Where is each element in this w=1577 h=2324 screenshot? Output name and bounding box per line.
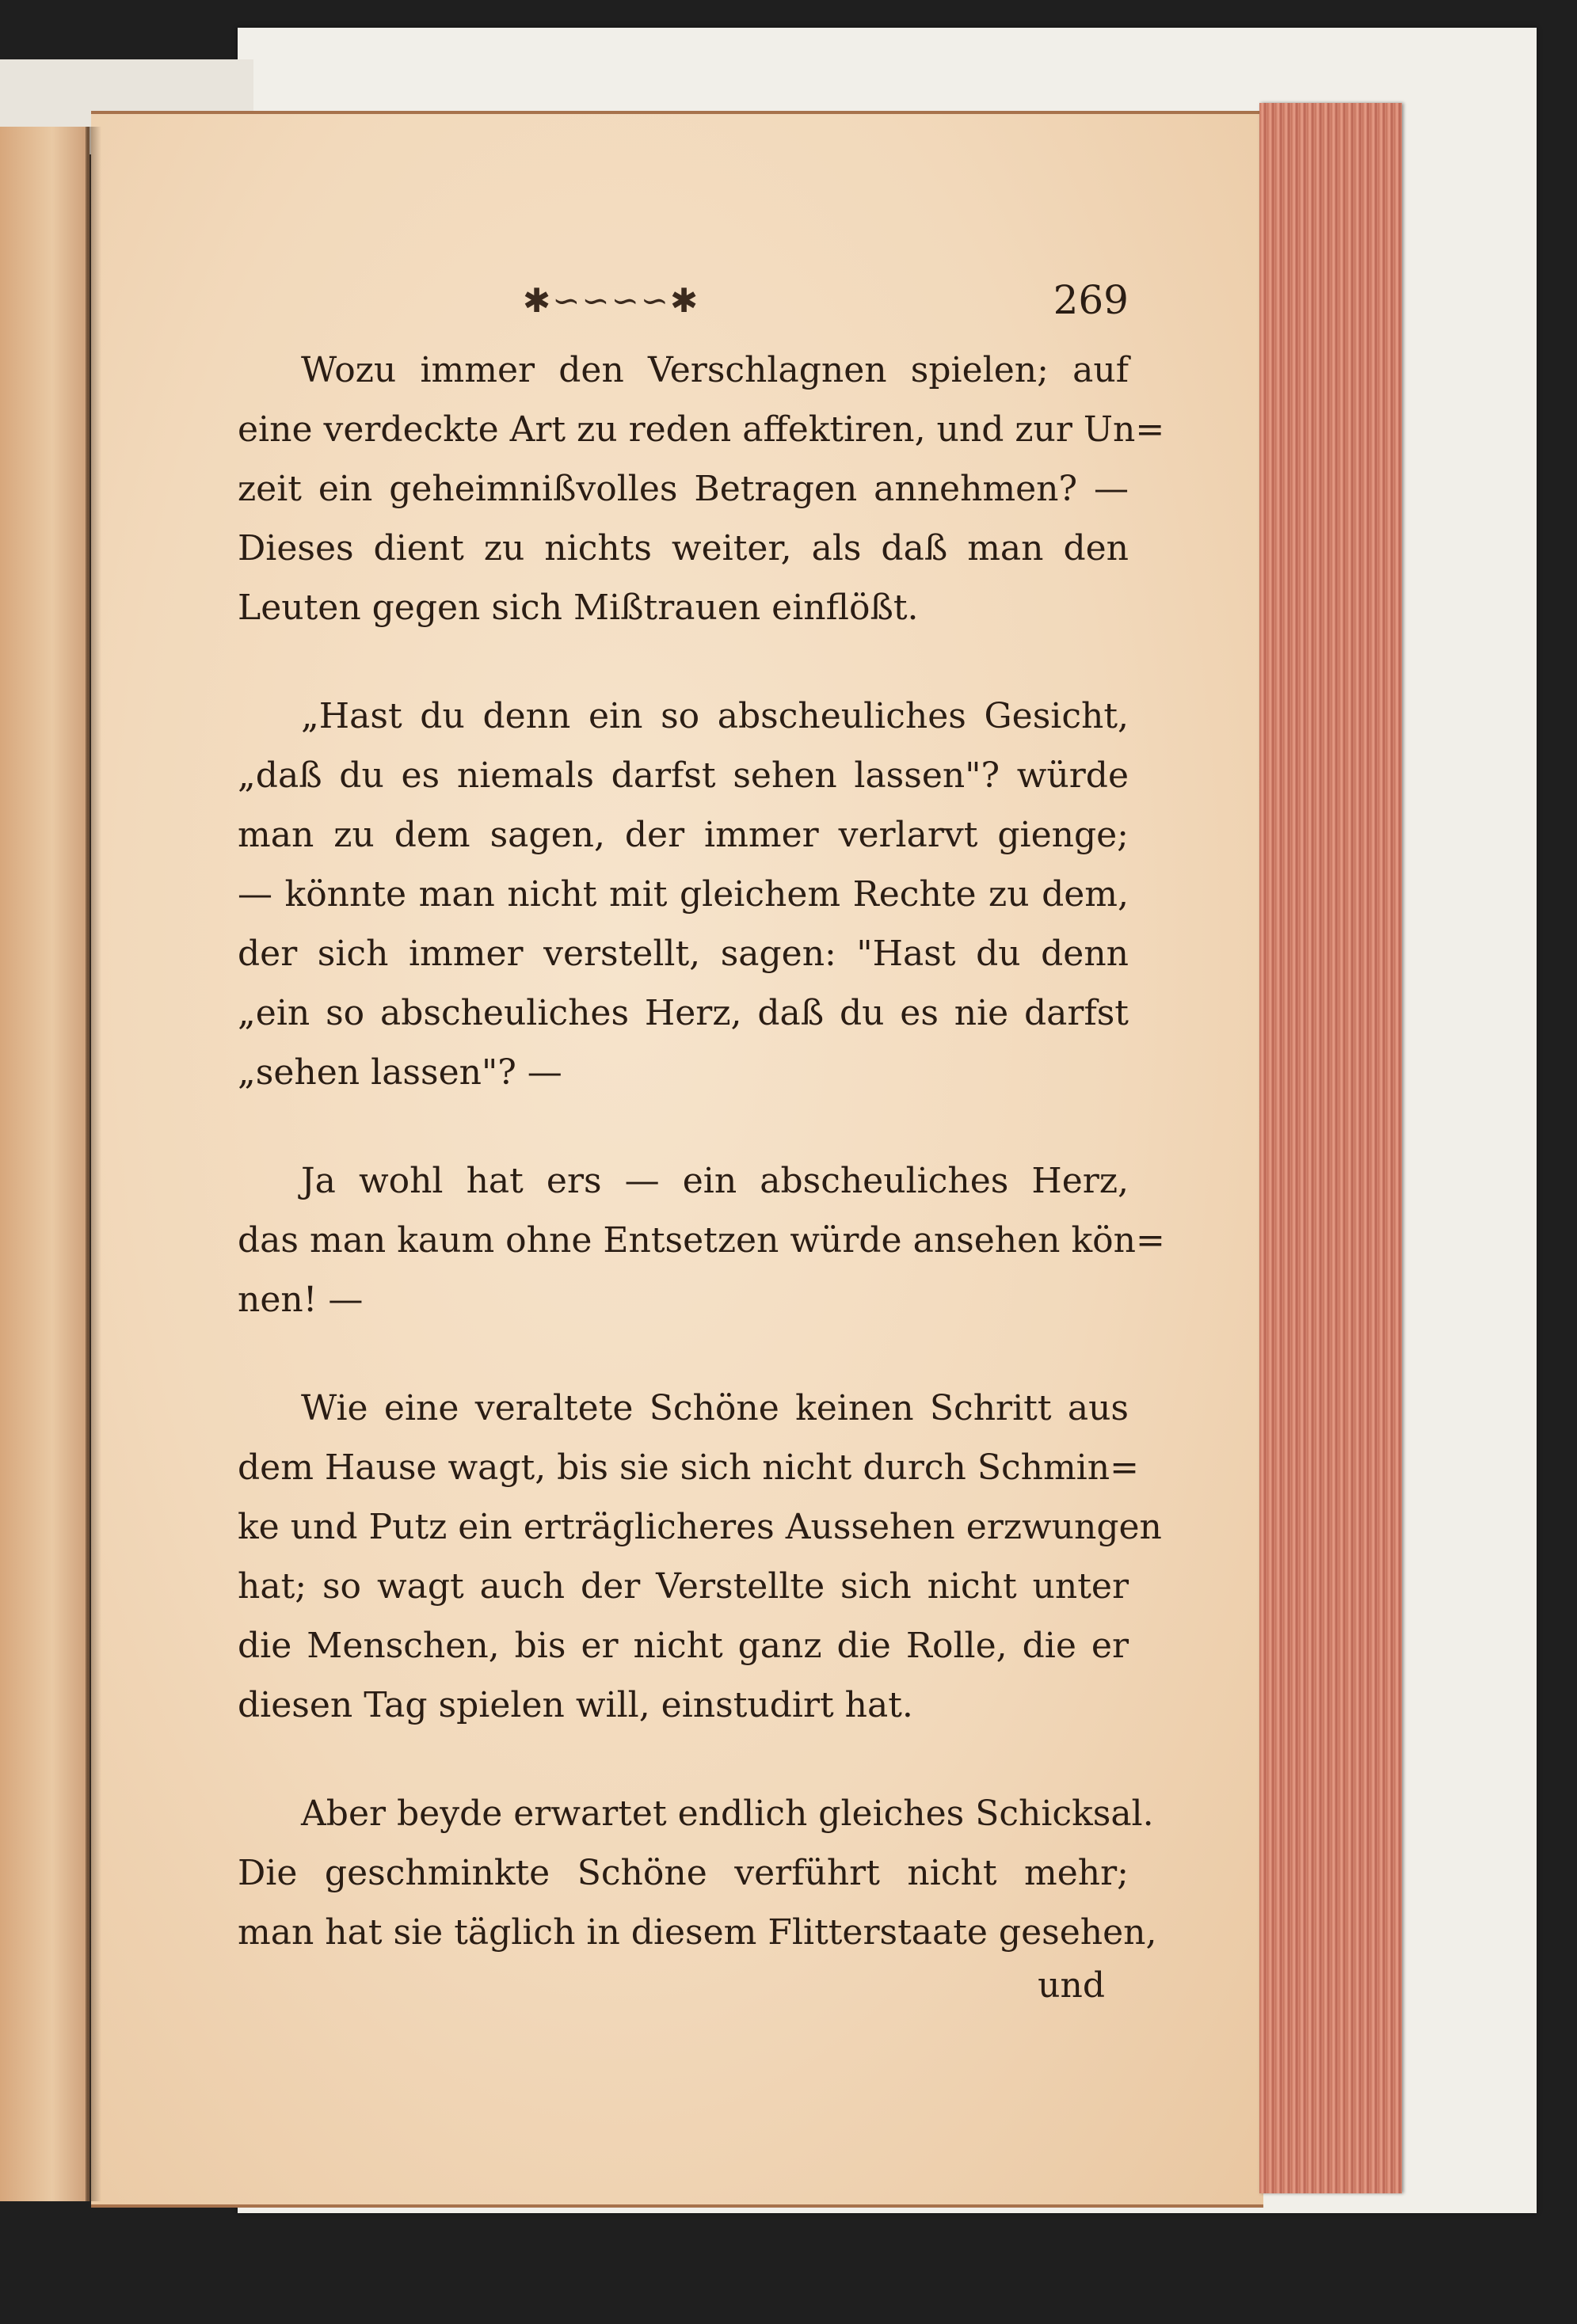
text-line: Wie eine veraltete Schöne keinen Schritt aus: [301, 1388, 1129, 1428]
text-line: „ein so abscheuliches Herz, daß du es nie darfst: [238, 993, 1129, 1033]
header-ornament: ✱∽∽∽∽✱: [523, 281, 700, 320]
text-line: Wozu immer den Verschlagnen spielen; auf: [301, 350, 1129, 390]
paragraph-5: [238, 1784, 1157, 1962]
text-line: das man kaum ohne Entsetzen würde ansehen kön=: [238, 1220, 1165, 1261]
facing-page-edge: [0, 127, 90, 2201]
catchword: und: [1038, 1965, 1105, 2006]
text-line: diesen Tag spielen will, einstudirt hat.: [238, 1685, 913, 1725]
text-line: hat; so wagt auch der Verstellte sich nicht unter: [238, 1566, 1129, 1607]
page-text: [238, 277, 1165, 2010]
gutter-shadow: [86, 127, 101, 2201]
text-line: — könnte man nicht mit gleichem Rechte zu dem,: [238, 874, 1129, 915]
text-line: „sehen lassen"? —: [238, 1052, 562, 1093]
paragraph-3: [238, 1151, 1165, 1329]
text-line: Die geschminkte Schöne verführt nicht mehr;: [238, 1853, 1129, 1893]
text-line: Leuten gegen sich Mißtrauen einflößt.: [238, 588, 919, 628]
text-line: dem Hause wagt, bis sie sich nicht durch Schmin=: [238, 1447, 1139, 1488]
paragraph-2: [238, 687, 1129, 1102]
paragraph-1: [238, 340, 1165, 637]
text-line: eine verdeckte Art zu reden affektiren, und zur Un=: [238, 409, 1165, 450]
text-line: der sich immer verstellt, sagen: "Hast du denn: [238, 934, 1129, 974]
text-line: ke und Putz ein erträglicheres Aussehen erzwungen: [238, 1507, 1162, 1547]
text-line: die Menschen, bis er nicht ganz die Rolle, die er: [238, 1626, 1129, 1666]
page-header: [238, 277, 1129, 340]
text-line: zeit ein geheimnißvolles Betragen annehmen? —: [238, 469, 1129, 509]
page-number: 269: [1053, 277, 1129, 323]
text-line: „Hast du denn ein so abscheuliches Gesicht,: [301, 696, 1129, 736]
text-line: Aber beyde erwartet endlich gleiches Schicksal.: [301, 1793, 1154, 1834]
text-line: „daß du es niemals darfst sehen lassen"? würde: [238, 755, 1129, 796]
text-line: nen! —: [238, 1280, 364, 1320]
text-line: Ja wohl hat ers — ein abscheuliches Herz,: [301, 1161, 1129, 1201]
text-line: Dieses dient zu nichts weiter, als daß man den: [238, 528, 1129, 569]
paragraph-4: [238, 1379, 1162, 1735]
page-edges: [1259, 103, 1402, 2193]
text-line: man hat sie täglich in diesem Flitterstaate gesehen,: [238, 1912, 1157, 1953]
text-line: man zu dem sagen, der immer verlarvt gienge;: [238, 815, 1129, 855]
